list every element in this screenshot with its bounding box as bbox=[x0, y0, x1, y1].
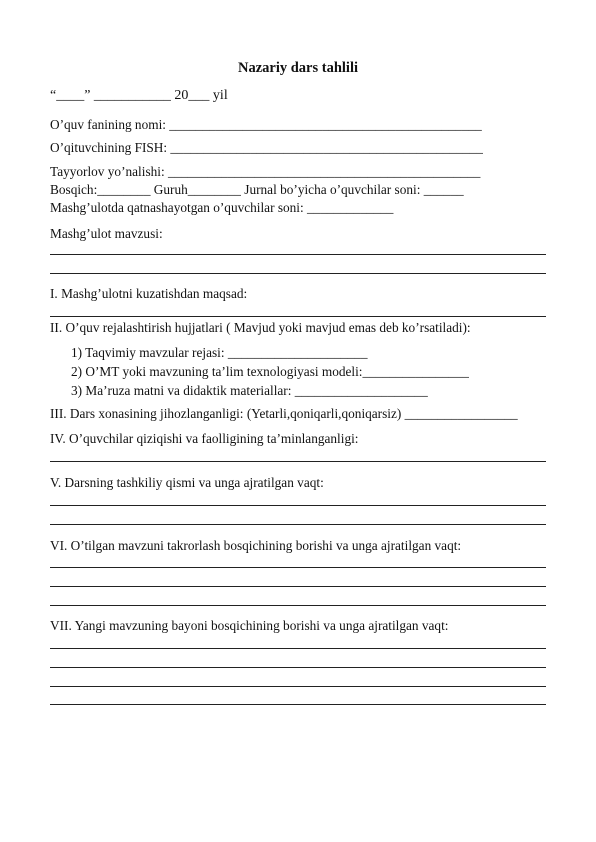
date-line: “____” ___________ 20___ yil bbox=[50, 88, 228, 103]
section-6-line-1 bbox=[50, 567, 546, 568]
section-1-heading: I. Mashg’ulotni kuzatishdan maqsad: bbox=[50, 286, 248, 301]
section-3-heading: III. Dars xonasining jihozlanganligi: (Yetarli,qoniqarli,qoniqarsiz) _________________ bbox=[50, 406, 518, 421]
attendance-field: Mashg’ulotda qatnashayotgan o’quvchilar soni: _____________ bbox=[50, 200, 394, 215]
topic-label: Mashg’ulot mavzusi: bbox=[50, 226, 163, 241]
section-5-line-2 bbox=[50, 524, 546, 525]
direction-field: Tayyorlov yo’nalishi: _______________________________________________ bbox=[50, 164, 481, 179]
section-4-line bbox=[50, 461, 546, 462]
topic-line-2 bbox=[50, 273, 546, 274]
section-2-heading: II. O’quv rejalashtirish hujjatlari ( Mavjud yoki mavjud emas deb ko’rsatiladi): bbox=[50, 320, 471, 335]
section-7-line-1 bbox=[50, 648, 546, 649]
section-6-heading: VI. O’tilgan mavzuni takrorlash bosqichining borishi va unga ajratilgan vaqt: bbox=[50, 538, 462, 553]
section-4-heading: IV. O’quvchilar qiziqishi va faolligining ta’minlanganligi: bbox=[50, 431, 359, 446]
subject-field: O’quv fanining nomi: _______________________________________________ bbox=[50, 117, 482, 132]
section-1-line bbox=[50, 316, 546, 317]
topic-line-1 bbox=[50, 254, 546, 255]
stage-group-field: Bosqich:________ Guruh________ Jurnal bo’yicha o’quvchilar soni: ______ bbox=[50, 182, 464, 197]
section-5-heading: V. Darsning tashkiliy qismi va unga ajratilgan vaqt: bbox=[50, 475, 324, 490]
section-7-line-4 bbox=[50, 704, 546, 705]
section-6-line-2 bbox=[50, 586, 546, 587]
section-7-heading: VII. Yangi mavzuning bayoni bosqichining borishi va unga ajratilgan vaqt: bbox=[50, 618, 449, 633]
section-7-line-2 bbox=[50, 667, 546, 668]
section-2-item-1: 1) Taqvimiy mavzular rejasi: _____________________ bbox=[71, 345, 368, 360]
section-6-line-3 bbox=[50, 605, 546, 606]
teacher-field: O’qituvchining FISH: _______________________________________________ bbox=[50, 140, 483, 155]
section-7-line-3 bbox=[50, 686, 546, 687]
section-2-item-3: 3) Ma’ruza matni va didaktik materiallar: ____________________ bbox=[71, 383, 428, 398]
section-2-item-2: 2) O’MT yoki mavzuning ta’lim texnologiyasi modeli:________________ bbox=[71, 364, 469, 379]
page-title: Nazariy dars tahlili bbox=[237, 60, 359, 76]
section-5-line-1 bbox=[50, 505, 546, 506]
